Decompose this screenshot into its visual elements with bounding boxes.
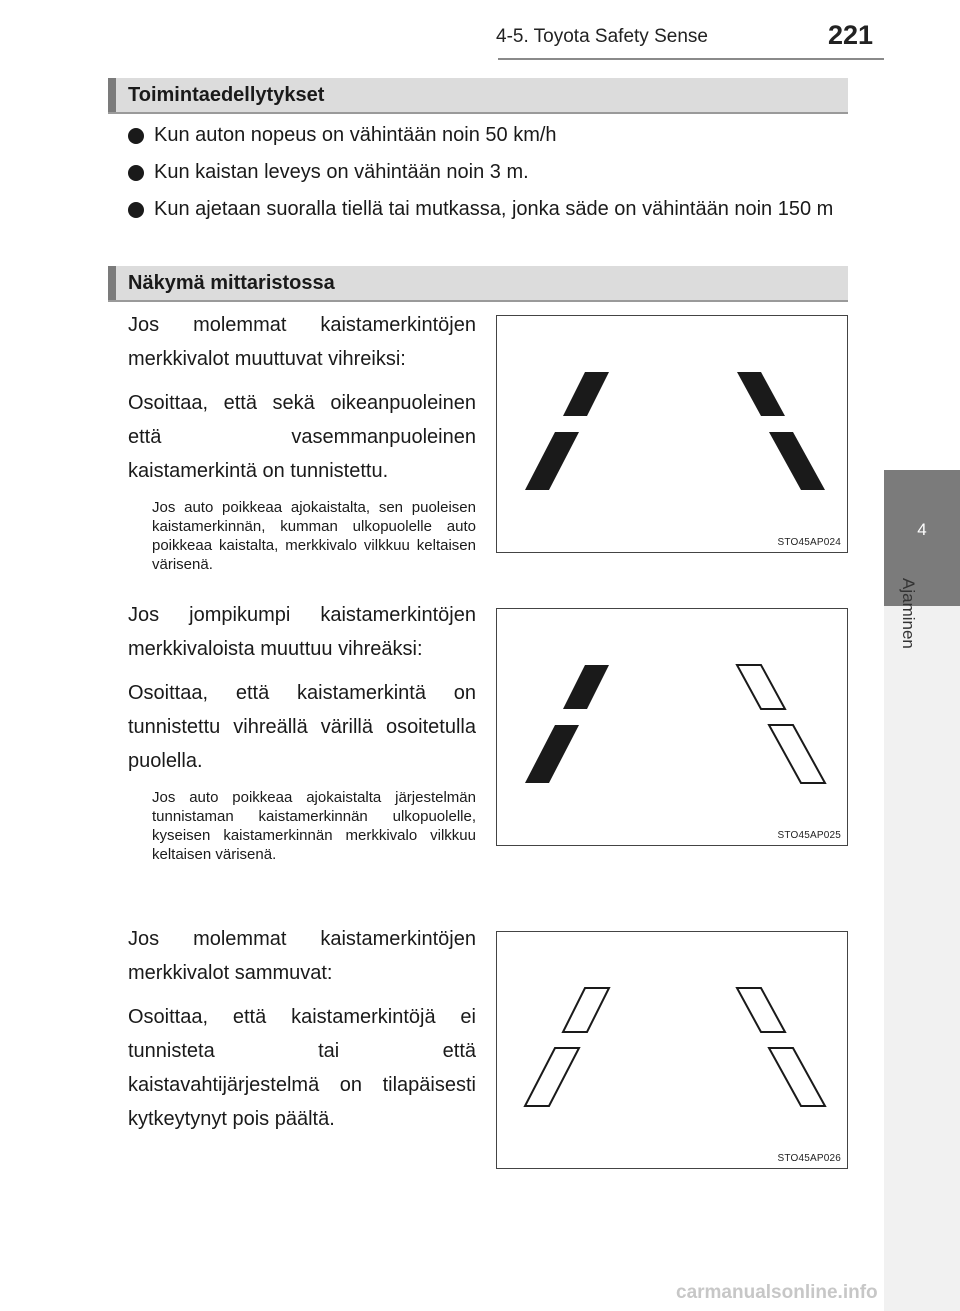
section-heading-conditions — [108, 78, 848, 114]
item-description: Osoittaa, että sekä oikeanpuoleinen että vasemmanpuoleinen kaistamerkintä on tunnistettu. — [128, 392, 476, 482]
left-lane-marker-lower — [525, 725, 579, 783]
chapter-tab[interactable] — [884, 470, 960, 606]
figure-code: STO45AP025 — [777, 830, 841, 841]
item-heading: Jos molemmat kaistamerkintöjen merkkivalot sammuvat: — [128, 928, 476, 984]
header-section-title: 4-5. Toyota Safety Sense — [496, 26, 708, 47]
figure-code: STO45AP026 — [777, 1153, 841, 1164]
item-note: Jos auto poikkeaa ajokaistalta, sen puoleisen kaistamerkinnän, kumman ulkopuolelle auto poikkeaa kaistalta, merkkivalo vilkkuu keltaisen värisenä. — [152, 499, 476, 573]
list-item: Kun ajetaan suoralla tiellä tai mutkassa, jonka säde on vähintään noin 150 m — [128, 192, 842, 227]
section-title: Toimintaedellytykset — [128, 84, 325, 106]
bullet-icon — [128, 165, 144, 181]
chapter-side-strip — [884, 606, 960, 1311]
right-lane-marker-upper — [737, 665, 785, 709]
right-lane-marker-lower — [769, 432, 825, 490]
lane-marker-figure — [496, 931, 848, 1169]
section-accent — [108, 266, 116, 300]
watermark: carmanualsonline.info — [676, 1282, 878, 1303]
right-lane-marker-upper — [737, 372, 785, 416]
left-lane-marker-lower — [525, 432, 579, 490]
lane-markers-illustration — [497, 316, 847, 552]
lane-marker-figure — [496, 608, 848, 846]
lane-markers-illustration — [497, 609, 847, 845]
list-item: Kun auton nopeus on vähintään noin 50 km/h — [128, 118, 842, 153]
chapter-number: 4 — [917, 520, 927, 539]
bullet-icon — [128, 202, 144, 218]
right-lane-marker-upper — [737, 988, 785, 1032]
item-note: Jos auto poikkeaa ajokaistalta järjestelmän tunnistaman kaistamerkinnän ulkopuolelle, kyseisen kaistamerkinnän merkkivalo vilkkuu keltaisen värisenä. — [152, 789, 476, 863]
conditions-list — [128, 118, 842, 227]
display-item-off — [128, 922, 476, 1146]
display-item-both-green — [128, 308, 476, 574]
item-heading: Jos molemmat kaistamerkintöjen merkkivalot muuttuvat vihreiksi: — [128, 314, 476, 370]
item-description: Osoittaa, että kaistamerkintöjä ei tunnisteta tai että kaistavahtijärjestelmä on tilapäisesti kytkeytynyt pois päältä. — [128, 1006, 476, 1130]
display-item-one-green — [128, 598, 476, 864]
chapter-label: Ajaminen — [899, 578, 918, 649]
bullet-icon — [128, 128, 144, 144]
lane-marker-figure — [496, 315, 848, 553]
figure-code: STO45AP024 — [777, 537, 841, 548]
item-description: Osoittaa, että kaistamerkintä on tunnistettu vihreällä värillä osoitetulla puolella. — [128, 682, 476, 772]
section-heading-display — [108, 266, 848, 302]
list-item: Kun kaistan leveys on vähintään noin 3 m. — [128, 155, 842, 190]
left-lane-marker-upper — [563, 372, 609, 416]
right-lane-marker-lower — [769, 1048, 825, 1106]
right-lane-marker-lower — [769, 725, 825, 783]
section-title: Näkymä mittaristossa — [128, 272, 335, 294]
left-lane-marker-upper — [563, 665, 609, 709]
page-number: 221 — [828, 20, 874, 50]
left-lane-marker-upper — [563, 988, 609, 1032]
item-heading: Jos jompikumpi kaistamerkintöjen merkkivaloista muuttuu vihreäksi: — [128, 604, 476, 660]
section-accent — [108, 78, 116, 112]
left-lane-marker-lower — [525, 1048, 579, 1106]
lane-markers-illustration — [497, 932, 847, 1168]
header-divider — [498, 58, 884, 60]
